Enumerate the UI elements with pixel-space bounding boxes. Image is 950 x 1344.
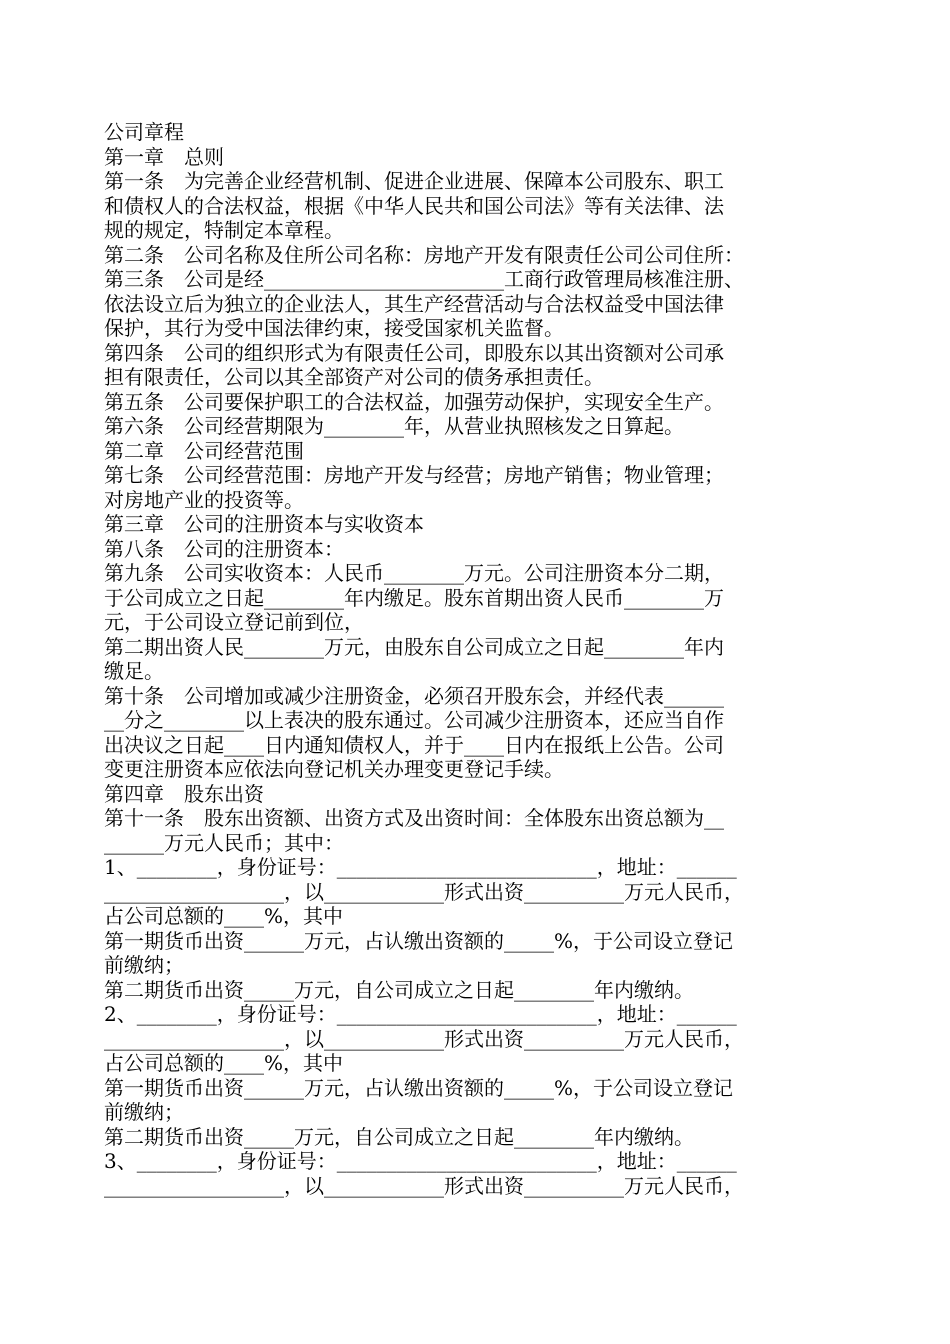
article-5-line-1: 第五条 公司要保护职工的合法权益，加强劳动保护，实现安全生产。	[104, 389, 724, 414]
shareholder-3-line-2: __________________，以____________形式出资__________万元人民币，	[104, 1173, 744, 1198]
article-3-line-2: 依法设立后为独立的企业法人，其生产经营活动与合法权益受中国法律	[104, 291, 724, 316]
article-10-line-4: 变更注册资本应依法向登记机关办理变更登记手续。	[104, 757, 564, 781]
shareholder-1-line-5: 前缴纳；	[104, 953, 184, 977]
chapter-4-heading: 第四章 股东出资	[104, 781, 264, 806]
shareholder-2-line-4: 第一期货币出资______万元，占认缴出资额的_____%，于公司设立登记	[104, 1075, 734, 1100]
article-11-line-1: 第十一条 股东出资额、出资方式及出资时间：全体股东出资总额为__	[104, 806, 724, 830]
article-10-line-3: 出决议之日起____日内通知债权人，并于____日内在报纸上公告。公司	[104, 732, 724, 757]
article-1-line-2: 和债权人的合法权益，根据《中华人民共和国公司法》等有关法律、法	[104, 193, 724, 218]
shareholder-2-line-3: 占公司总额的____%，其中	[104, 1051, 344, 1075]
article-1-line-3: 规的规定，特制定本章程。	[104, 218, 344, 242]
shareholder-3-line-1: 3、________，身份证号：__________________________，地址：______	[104, 1149, 737, 1173]
article-3-line-3: 保护，其行为受中国法律约束，接受国家机关监督。	[104, 316, 564, 340]
chapter-2-heading: 第二章 公司经营范围	[104, 438, 304, 463]
article-9-line-3: 元，于公司设立登记前到位，	[104, 610, 364, 634]
article-10-line-1: 第十条 公司增加或减少注册资金，必须召开股东会，并经代表______	[104, 683, 724, 708]
article-6-line-1: 第六条 公司经营期限为________年，从营业执照核发之日算起。	[104, 414, 684, 438]
article-2-line-1: 第二条 公司名称及住所公司名称：房地产开发有限责任公司公司住所：	[104, 242, 744, 267]
article-9-line-1: 第九条 公司实收资本：人民币________万元。公司注册资本分二期，	[104, 561, 724, 585]
article-10-line-2: __分之________以上表决的股东通过。公司减少注册资本，还应当自作	[104, 708, 724, 732]
shareholder-2-line-6: 第二期货币出资_____万元，自公司成立之日起________年内缴纳。	[104, 1124, 694, 1149]
article-9-line-2: 于公司成立之日起________年内缴足。股东首期出资人民币________万	[104, 585, 724, 610]
chapter-1-heading: 第一章 总则	[104, 144, 224, 169]
chapter-3-heading: 第三章 公司的注册资本与实收资本	[104, 512, 424, 536]
shareholder-2-line-2: __________________，以____________形式出资__________万元人民币，	[104, 1026, 744, 1051]
article-3-line-1: 第三条 公司是经________________________工商行政管理局核准注册、	[104, 267, 744, 291]
article-7-line-1: 第七条 公司经营范围：房地产开发与经营；房地产销售；物业管理；	[104, 463, 724, 487]
shareholder-1-line-4: 第一期货币出资______万元，占认缴出资额的_____%，于公司设立登记	[104, 928, 734, 953]
article-7-line-2: 对房地产业的投资等。	[104, 487, 304, 512]
article-9-line-4: 第二期出资人民________万元，由股东自公司成立之日起________年内	[104, 634, 724, 659]
document-page	[104, 120, 864, 1198]
shareholder-1-line-1: 1、________，身份证号：__________________________，地址：______	[104, 855, 737, 879]
article-1-line-1: 第一条 为完善企业经营机制、促进企业进展、保障本公司股东、职工	[104, 169, 724, 193]
shareholder-2-line-5: 前缴纳；	[104, 1100, 184, 1124]
shareholder-1-line-3: 占公司总额的____%，其中	[104, 904, 344, 928]
article-11-line-2: ______万元人民币；其中：	[104, 830, 344, 855]
article-9-line-5: 缴足。	[104, 659, 164, 683]
document-title: 公司章程	[104, 120, 184, 144]
article-8-line-1: 第八条 公司的注册资本：	[104, 536, 344, 561]
shareholder-1-line-6: 第二期货币出资_____万元，自公司成立之日起________年内缴纳。	[104, 977, 694, 1002]
article-4-line-2: 担有限责任，公司以其全部资产对公司的债务承担责任。	[104, 365, 604, 389]
article-4-line-1: 第四条 公司的组织形式为有限责任公司，即股东以其出资额对公司承	[104, 340, 724, 365]
shareholder-1-line-2: __________________，以____________形式出资__________万元人民币，	[104, 879, 744, 904]
shareholder-2-line-1: 2、________，身份证号：__________________________，地址：______	[104, 1002, 737, 1026]
